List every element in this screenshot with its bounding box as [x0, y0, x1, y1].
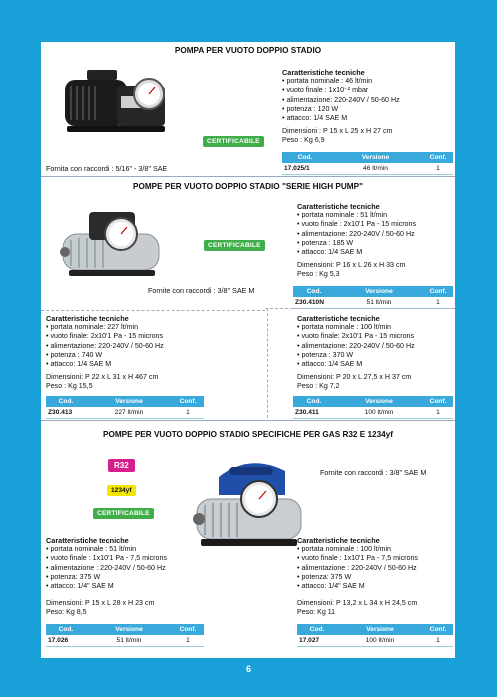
- specs-block: [282, 68, 452, 146]
- product-conf: 1: [423, 297, 453, 309]
- weight: Peso : Kg 15,5: [46, 382, 93, 391]
- col-code-header: Cod.: [297, 624, 337, 635]
- specs-heading: Caratteristiche tecniche: [46, 536, 129, 545]
- specs-heading: Caratteristiche tecniche: [297, 536, 380, 545]
- specs-block: [46, 536, 246, 618]
- product-code: Z30.411: [293, 407, 335, 419]
- col-version-header: Versione: [86, 624, 172, 635]
- col-code-header: Cod.: [293, 396, 335, 407]
- spec-item: • attacco: 1/4 SAE M: [297, 248, 453, 257]
- col-conf-header: Conf.: [172, 624, 204, 635]
- section-divider: [41, 176, 455, 177]
- spec-item: • alimentazione : 220-240V / 50-60 Hz: [297, 564, 453, 573]
- spec-item: • vuoto finale: 2x10'1 Pa - 15 microns: [46, 332, 261, 341]
- spec-item: • potenza : 185 W: [297, 239, 453, 248]
- weight: Peso : Kg 6,9: [282, 136, 325, 145]
- dimensions: Dimensioni: P 20 x L 27,5 x H 37 cm: [297, 373, 412, 382]
- product-table: [46, 624, 204, 647]
- table-row: [297, 635, 453, 647]
- page-number: 6: [245, 664, 251, 674]
- product-code: Z30.410N: [293, 297, 335, 309]
- product-version: 46 lt/min: [328, 163, 423, 175]
- vacuum-pump-image-2: [59, 200, 171, 282]
- weight: Peso: Kg 8,5: [46, 608, 87, 617]
- spec-item: • attacco: 1/4" SAE M: [46, 582, 246, 591]
- 1234yf-badge: 1234yf: [107, 485, 136, 496]
- spec-item: • vuoto finale : 1x10⁻² mbar: [282, 86, 452, 95]
- certificabile-badge: CERTIFICABILE: [93, 508, 154, 519]
- product-conf: 1: [423, 407, 453, 419]
- spec-item: • portata nominale : 51 lt/min: [297, 211, 453, 220]
- specs-block: [297, 202, 453, 280]
- spec-item: • potenza: 375 W: [297, 573, 453, 582]
- product-table: [297, 624, 453, 647]
- section1-title: POMPA PER VUOTO DOPPIO STADIO: [174, 46, 322, 55]
- product-conf: 1: [423, 635, 453, 647]
- col-code-header: Cod.: [46, 624, 86, 635]
- specs-block: [297, 314, 453, 392]
- section3-title: POMPE PER VUOTO DOPPIO STADIO SPECIFICHE PER GAS R32 E 1234yf: [103, 430, 393, 439]
- product-version: 100 lt/min: [337, 635, 423, 647]
- spec-item: • vuoto finale: 2x10'1 Pa - 15 microns: [297, 332, 453, 341]
- spec-item: • alimentazione: 220-240V / 50-60 Hz: [46, 342, 261, 351]
- dimensions: Dimensioni: P 22 x L 31 x H 467 cm: [46, 373, 159, 382]
- dashed-divider: [41, 310, 265, 311]
- col-version-header: Versione: [86, 396, 172, 407]
- spec-item: • vuoto finale : 1x10'1 Pa - 7,5 microns: [46, 554, 246, 563]
- col-conf-header: Conf.: [172, 396, 204, 407]
- spec-item: • attacco: 1/4 SAE M: [282, 114, 452, 123]
- spec-item: • alimentazione: 220-240V / 50-60 Hz: [297, 230, 453, 239]
- table-row: [293, 407, 453, 419]
- r32-badge: R32: [108, 459, 135, 472]
- spec-item: • vuoto finale : 2x10'1 Pa - 15 microns: [297, 220, 453, 229]
- spec-item: • alimentazione: 220-240V / 50-60 Hz: [297, 342, 453, 351]
- specs-heading: Caratteristiche tecniche: [46, 314, 129, 323]
- col-version-header: Versione: [337, 624, 423, 635]
- spec-item: • potenza: 375 W: [46, 573, 246, 582]
- spec-item: • alimentazione: 220-240V / 50-60 Hz: [282, 96, 452, 105]
- fittings-note: Fornite con raccordi : 3/8" SAE M: [320, 468, 427, 477]
- catalog-page: [41, 42, 455, 658]
- fittings-note: Fornite con raccordi : 3/8" SAE M: [148, 286, 255, 295]
- spec-item: • alimentazione : 220-240V / 50-60 Hz: [46, 564, 246, 573]
- weight: Peso : Kg 7,2: [297, 382, 340, 391]
- product-table: [293, 396, 453, 419]
- dashed-vertical-divider: [267, 308, 268, 418]
- col-code-header: Cod.: [293, 286, 335, 297]
- spec-item: • portata nominale : 100 lt/min: [297, 323, 453, 332]
- product-conf: 1: [172, 407, 204, 419]
- table-row: [46, 635, 204, 647]
- specs-heading: Caratteristiche tecniche: [297, 202, 380, 211]
- specs-heading: Caratteristiche tecniche: [282, 68, 365, 77]
- dimensions: Dimensioni: P 15 x L 28 x H 23 cm: [46, 599, 155, 608]
- product-version: 51 lt/min: [86, 635, 172, 647]
- product-code: 17.026: [46, 635, 86, 647]
- specs-heading: Caratteristiche tecniche: [297, 314, 380, 323]
- col-conf-header: Conf.: [423, 396, 453, 407]
- dimensions: Dimensioni : P 15 x L 25 x H 27 cm: [282, 127, 393, 136]
- spec-item: • attacco: 1/4" SAE M: [297, 582, 453, 591]
- spec-item: • portata nominale : 100 lt/min: [297, 545, 453, 554]
- product-version: 227 lt/min: [86, 407, 172, 419]
- certificabile-badge: CERTIFICABILE: [204, 240, 265, 251]
- dashed-divider: [265, 308, 455, 309]
- product-table: [293, 286, 453, 309]
- col-conf-header: Conf.: [423, 624, 453, 635]
- product-code: 17.025/1: [282, 163, 328, 175]
- spec-item: • potenza : 740 W: [46, 351, 261, 360]
- spec-item: • portata nominale : 46 lt/min: [282, 77, 452, 86]
- product-conf: 1: [172, 635, 204, 647]
- weight: Peso : Kg 5,3: [297, 270, 340, 279]
- specs-block: [46, 314, 261, 392]
- dimensions: Dimensioni: P 16 x L 26 x H 33 cm: [297, 261, 406, 270]
- product-version: 100 lt/min: [335, 407, 423, 419]
- spec-item: • potenza : 370 W: [297, 351, 453, 360]
- spec-item: • potenza : 120 W: [282, 105, 452, 114]
- spec-item: • vuoto finale : 1x10'1 Pa - 7,5 microns: [297, 554, 453, 563]
- product-version: 51 lt/min: [335, 297, 423, 309]
- section-divider: [41, 420, 455, 421]
- col-version-header: Versione: [328, 152, 423, 163]
- section2-title: POMPE PER VUOTO DOPPIO STADIO "SERIE HIGH PUMP": [133, 182, 363, 191]
- spec-item: • attacco: 1/4 SAE M: [297, 360, 453, 369]
- table-row: [46, 407, 204, 419]
- table-row: [293, 297, 453, 309]
- product-code: Z30.413: [46, 407, 86, 419]
- col-conf-header: Conf.: [423, 286, 453, 297]
- vacuum-pump-image-1: [59, 56, 179, 142]
- weight: Peso: Kg 11: [297, 608, 336, 617]
- spec-item: • portata nominale : 51 lt/min: [46, 545, 246, 554]
- table-row: [282, 163, 453, 175]
- spec-item: • portata nominale: 227 lt/min: [46, 323, 261, 332]
- specs-block: [297, 536, 453, 618]
- spec-item: • attacco: 1/4 SAE M: [46, 360, 261, 369]
- col-code-header: Cod.: [282, 152, 328, 163]
- dimensions: Dimensioni: P 13,2 x L 34 x H 24,5 cm: [297, 599, 418, 608]
- col-version-header: Versione: [335, 396, 423, 407]
- col-version-header: Versione: [335, 286, 423, 297]
- product-conf: 1: [423, 163, 453, 175]
- product-table: [282, 152, 453, 175]
- fittings-note: Fornita con raccordi : 5/16" - 3/8" SAE: [46, 164, 168, 173]
- product-code: 17.027: [297, 635, 337, 647]
- col-code-header: Cod.: [46, 396, 86, 407]
- certificabile-badge: CERTIFICABILE: [203, 136, 264, 147]
- product-table: [46, 396, 204, 419]
- col-conf-header: Conf.: [423, 152, 453, 163]
